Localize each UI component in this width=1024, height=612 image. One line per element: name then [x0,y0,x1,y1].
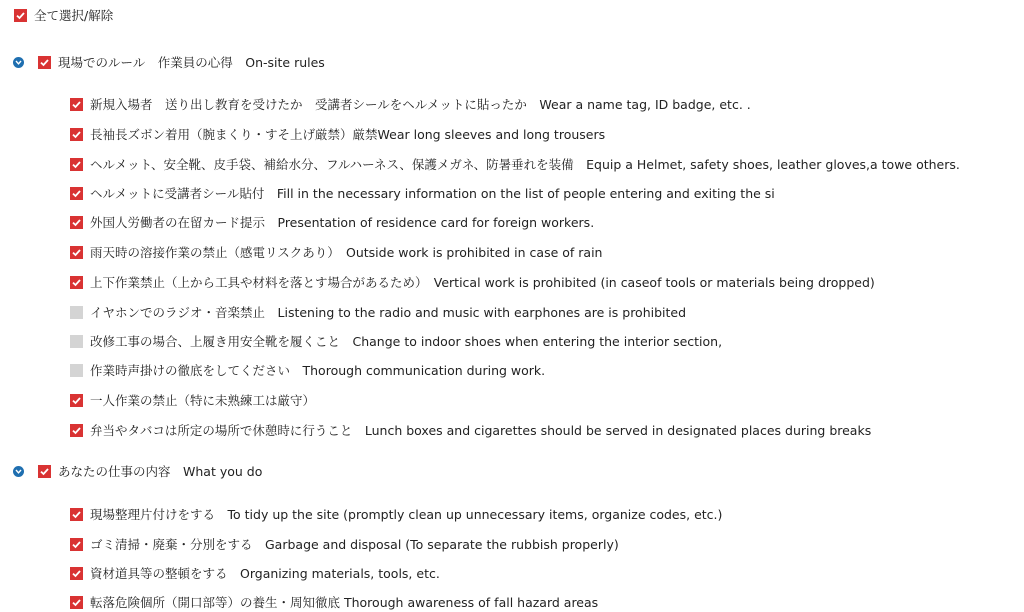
select-all-checkbox[interactable] [14,9,27,22]
group-header-onsite-rules[interactable] [13,52,325,72]
checkmark-icon [71,597,82,608]
item-label: 外国人労働者の在留カード提示 Presentation of residence card for foreign workers. [90,215,595,230]
list-item[interactable] [70,420,871,440]
item-checkbox[interactable] [70,596,83,609]
checkmark-icon [71,247,82,258]
item-label: 転落危険個所（開口部等）の養生・周知徹底 Thorough awareness of fall hazard areas [90,595,599,610]
list-item[interactable] [70,592,598,612]
item-label: 弁当やタバコは所定の場所で休憩時に行うこと Lunch boxes and cigarettes should be served in designated places during breaks [90,423,872,438]
item-checkbox[interactable] [70,538,83,551]
list-item[interactable] [70,242,602,262]
group-label: 現場でのルール 作業員の心得 On-site rules [58,55,325,70]
item-checkbox[interactable] [70,364,83,377]
item-checkbox[interactable] [70,158,83,171]
item-checkbox[interactable] [70,216,83,229]
list-item[interactable] [70,534,619,554]
item-checkbox[interactable] [70,306,83,319]
group-checkbox[interactable] [38,465,51,478]
checkmark-icon [71,277,82,288]
checkmark-icon [39,466,50,477]
checkmark-icon [71,539,82,550]
list-item[interactable] [70,183,775,203]
list-item[interactable] [70,302,686,322]
item-checkbox[interactable] [70,246,83,259]
item-checkbox[interactable] [70,276,83,289]
checkmark-icon [71,217,82,228]
item-label: 資材道具等の整頓をする Organizing materials, tools, etc. [90,566,440,581]
list-item[interactable] [70,154,960,174]
item-checkbox[interactable] [70,187,83,200]
chevron-down-icon[interactable] [13,466,24,477]
item-checkbox[interactable] [70,567,83,580]
select-all-label: 全て選択/解除 [34,8,114,23]
item-label: 改修工事の場合、上履き用安全靴を履くこと Change to indoor shoes when entering the interior section, [90,334,723,349]
checkmark-icon [71,129,82,140]
item-label: 雨天時の溶接作業の禁止（感電リスクあり） Outside work is prohibited in case of rain [90,245,603,260]
item-checkbox[interactable] [70,335,83,348]
item-label: 上下作業禁止（上から工具や材料を落とす場合があるため） Vertical work is prohibited (in caseof tools or materials being dropped) [90,275,875,290]
select-all-row[interactable] [14,5,113,25]
checkmark-icon [71,425,82,436]
item-label: 新規入場者 送り出し教育を受けたか 受講者シールをヘルメットに貼ったか Wear a name tag, ID badge, etc. . [90,97,751,112]
list-item[interactable] [70,360,545,380]
item-checkbox[interactable] [70,128,83,141]
list-item[interactable] [70,94,751,114]
checkmark-icon [71,99,82,110]
chevron-down-icon[interactable] [13,57,24,68]
list-item[interactable] [70,563,440,583]
checkmark-icon [71,159,82,170]
list-item[interactable] [70,504,722,524]
checkmark-icon [71,568,82,579]
item-label: ゴミ清掃・廃棄・分別をする Garbage and disposal (To separate the rubbish properly) [90,537,619,552]
item-checkbox[interactable] [70,424,83,437]
item-label: 一人作業の禁止（特に未熟練工は厳守） [90,393,316,408]
item-label: 長袖長ズボン着用（腕まくり・すそ上げ厳禁）厳禁Wear long sleeves and long trousers [90,127,606,142]
item-label: 現場整理片付けをする To tidy up the site (promptly clean up unnecessary items, organize codes, etc.) [90,507,723,522]
list-item[interactable] [70,212,594,232]
group-label: あなたの仕事の内容 What you do [58,464,263,479]
item-label: ヘルメットに受講者シール貼付 Fill in the necessary information on the list of people entering and exiting the si [90,186,775,201]
list-item[interactable] [70,331,722,351]
checkmark-icon [71,509,82,520]
checkmark-icon [39,57,50,68]
list-item[interactable] [70,272,875,292]
list-item[interactable] [70,124,605,144]
item-checkbox[interactable] [70,508,83,521]
group-checkbox[interactable] [38,56,51,69]
list-item[interactable] [70,390,315,410]
item-label: ヘルメット、安全靴、皮手袋、補給水分、フルハーネス、保護メガネ、防暑垂れを装備 Equip a Helmet, safety shoes, leather gloves,a towe others. [90,157,960,172]
item-label: イヤホンでのラジオ・音楽禁止 Listening to the radio and music with earphones are is prohibited [90,305,687,320]
checkmark-icon [71,395,82,406]
checkmark-icon [71,188,82,199]
item-label: 作業時声掛けの徹底をしてください Thorough communication during work. [90,363,546,378]
checkmark-icon [15,10,26,21]
item-checkbox[interactable] [70,98,83,111]
item-checkbox[interactable] [70,394,83,407]
group-header-what-you-do[interactable] [13,461,262,481]
